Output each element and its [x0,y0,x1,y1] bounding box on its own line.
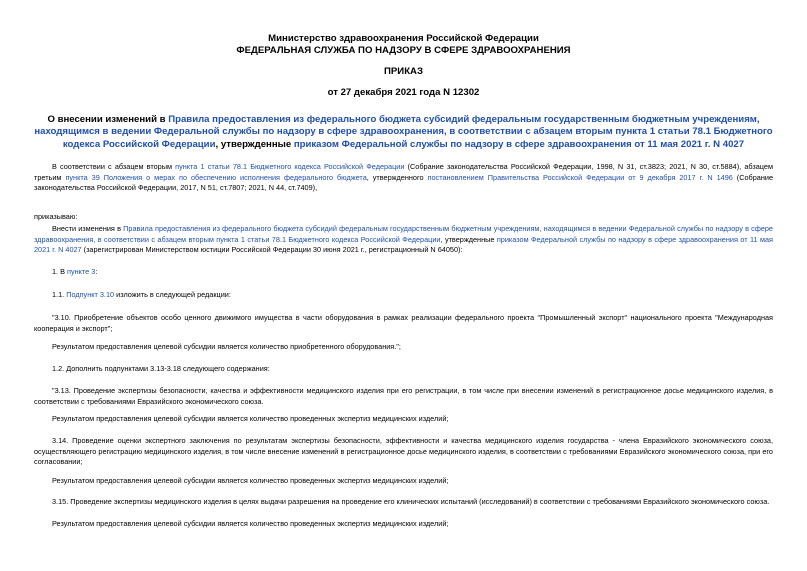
point-3-link[interactable]: пункте 3 [67,267,96,276]
title-text: , утвержденные [215,138,294,150]
intro-paragraph [34,224,773,256]
preamble-text: (Собрание законодательства Российской Федерации, 2017, N 51, ст.7807; 2021, N 44, ст.7409), [34,172,774,193]
subpoint-3-14: 3.14. Проведение оценки экспертного заключения по результатам экспертизы безопасности, эффективности и качества медицинского изделия государства - члена Евразийского экономического союза, осуществляющего регистрацию медицинского изделия, в том числе внесение изменений в регистрационное досье медицинского изделия, в соответствии с требованиями Евразийского экономического союза, при его согласовании; [34,436,773,467]
item-text: : [95,267,98,276]
subpoint-3-10-link[interactable]: Подпункт 3.10 [66,290,115,299]
item-1-1 [34,290,773,301]
item-1 [34,267,773,278]
item-text: 1.1. [52,290,67,299]
prikazyvayu-text: приказываю: [34,212,78,221]
document-date: от 27 декабря 2021 года N 12302 [327,87,480,98]
title-rules-link[interactable]: Правила предоставления из федерального бюджета субсидий федеральным государственным бюджетным учреждениям, находящимся в ведении Федеральной службы по надзору в сфере здравоохранения, в соответствии с абзацем вторым пункта 1 статьи 78.1 Бюджетного кодекса Российской Федерации [34,114,773,150]
budget-code-link[interactable]: пункта 1 статьи 78.1 Бюджетного кодекса Российской Федерации [175,162,405,171]
title-order-link[interactable]: приказом Федеральной службы по надзору в сфере здравоохранения от 11 мая 2021 г. N 4027 [293,138,745,150]
item-1-2: 1.2. Дополнить подпунктами 3.13-3.18 следующего содержания: [52,364,270,373]
item-text: 1. В [52,267,68,276]
title-text: О внесении изменений в [47,114,169,125]
result-3-10: Результатом предоставления целевой субсидии является количество приобретенного оборудования."; [52,342,401,351]
result-3-13: Результатом предоставления целевой субсидии является количество проведенных экспертиз медицинских изделий; [52,414,449,423]
service-name: ФЕДЕРАЛЬНАЯ СЛУЖБА ПО НАДЗОРУ В СФЕРЕ ЗДРАВООХРАНЕНИЯ [236,45,571,56]
intro-text: (зарегистрирован Министерством юстиции Российской Федерации 30 июня 2021 г., регистрационный N 64050): [81,245,463,255]
preamble-paragraph [34,162,773,194]
result-3-15: Результатом предоставления целевой субсидии является количество проведенных экспертиз медицинских изделий; [52,519,449,528]
government-decree-link[interactable]: постановлением Правительства Российской Федерации от 9 декабря 2017 г. N 1496 [427,172,733,182]
subpoint-3-15: 3.15. Проведение экспертизы медицинского изделия в целях выдачи разрешения на проведение его клинических испытаний (исследований) в соответствии с требованиями Евразийского экономического союза. [52,497,770,506]
result-3-14: Результатом предоставления целевой субсидии является количество проведенных экспертиз медицинских изделий; [52,476,449,485]
preamble-text: В соответствии с абзацем вторым [52,162,176,171]
document-type: ПРИКАЗ [384,66,423,77]
intro-text: , утвержденные [440,234,497,244]
intro-rules-link[interactable]: Правила предоставления из федерального бюджета субсидий федеральным государственным бюджетным учреждениям, находящимся в ведении Федеральной службы по надзору в сфере здравоохранения, в соответствии с абзацем вторым пункта 1 статьи 78.1 Бюджетного кодекса Российской Федерации [34,224,773,244]
subpoint-3-10: "3.10. Приобретение объектов особо ценного движимого имущества в части оборудования в рамках реализации федерального проекта "Промышленный экспорт" национального проекта "Международная кооперация и экспорт"; [34,313,773,333]
preamble-text: , утвержденного [366,172,428,182]
ministry-name: Министерство здравоохранения Российской Федерации [268,33,539,44]
item-text: изложить в следующей редакции: [114,290,231,299]
subpoint-3-13: "3.13. Проведение экспертизы безопасности, качества и эффективности медицинского изделия при его регистрации, в том числе при внесении изменений в регистрационное досье медицинского изделия, в соответствии с требованиями Евразийского экономического союза. [34,386,773,406]
document-title [34,114,773,151]
intro-order-link[interactable]: приказом Федеральной службы по надзору в сфере здравоохранения от 11 мая 2021 г. N 4027 [34,234,773,255]
preamble-text: (Собрание законодательства Российской Федерации, 1998, N 31, ст.3823; 2021, N 30, ст.5884), абзацем третьим [34,162,773,182]
intro-text: Внести изменения в [52,224,124,233]
regulation-link[interactable]: пункта 39 Положения о мерах по обеспечению исполнения федерального бюджета [65,172,367,182]
